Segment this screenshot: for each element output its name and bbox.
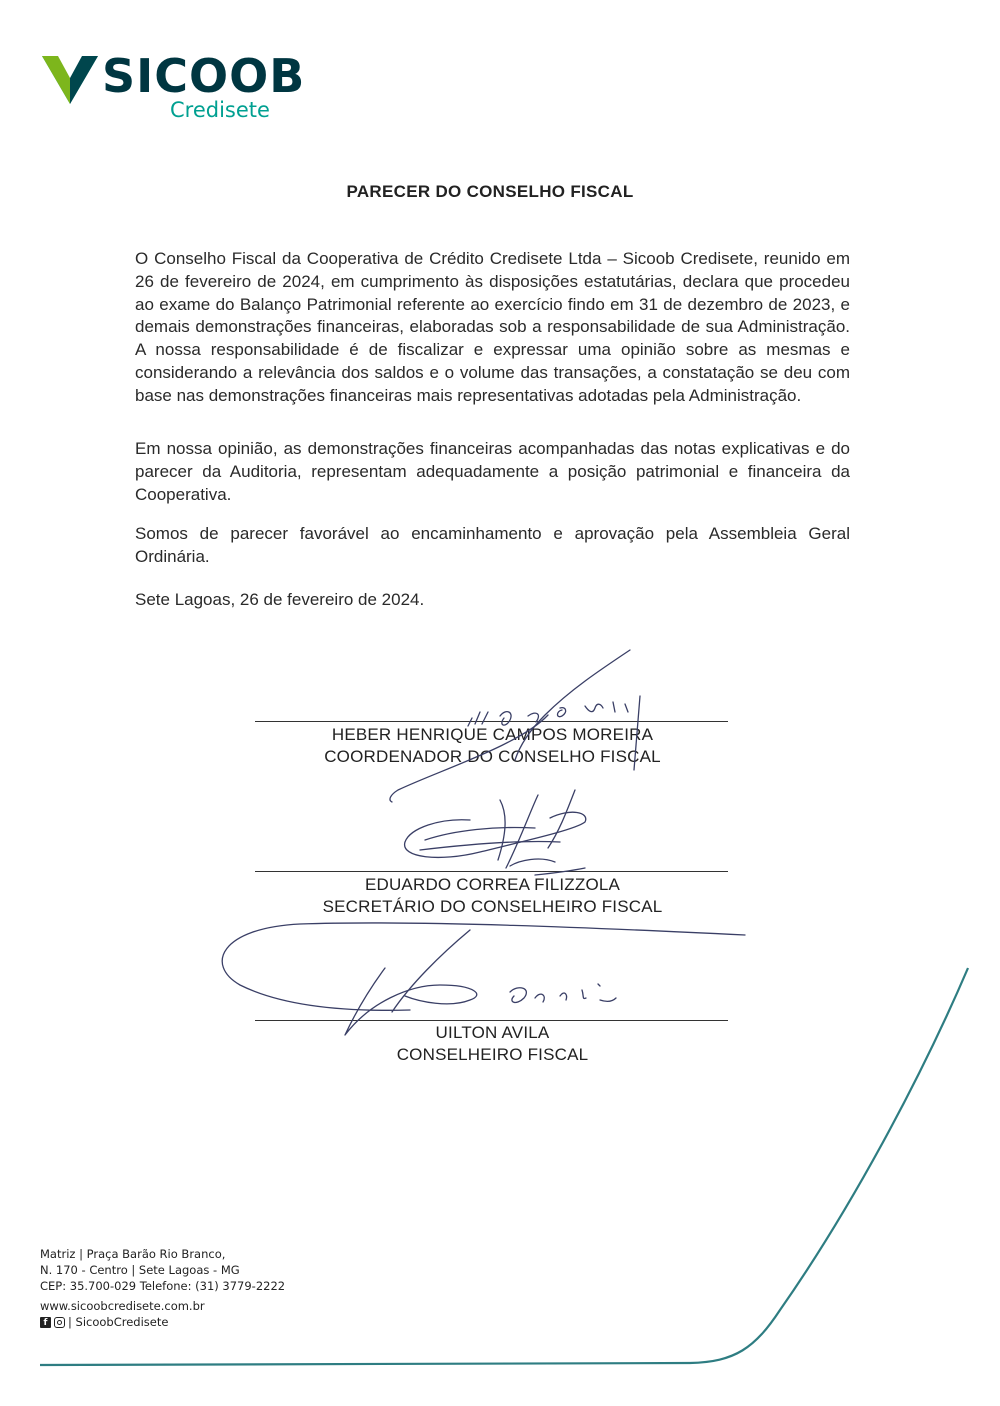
footer-address-line3: CEP: 35.700-029 Telefone: (31) 3779-2222 <box>40 1279 286 1293</box>
footer-address-line1: Matriz | Praça Barão Rio Branco, <box>40 1247 226 1261</box>
footer-social-handle: | SicoobCredisete <box>68 1315 169 1329</box>
instagram-icon <box>54 1317 65 1328</box>
footer-address-line2: N. 170 - Centro | Sete Lagoas - MG <box>40 1263 240 1277</box>
signature-line-1 <box>255 721 728 722</box>
sicoob-logo <box>40 48 306 128</box>
signature-line-2 <box>255 871 728 872</box>
footer-social <box>40 1314 285 1330</box>
signature-line-3 <box>255 1020 728 1021</box>
signatory-2-role: SECRETÁRIO DO CONSELHEIRO FISCAL <box>322 897 663 916</box>
signatory-3-role: CONSELHEIRO FISCAL <box>396 1045 589 1064</box>
place-date: Sete Lagoas, 26 de fevereiro de 2024. <box>135 590 425 609</box>
signatory-3-name: UILTON AVILA <box>435 1023 550 1042</box>
sicoob-logo-mark-icon <box>40 52 100 108</box>
signatory-1-name: HEBER HENRIQUE CAMPOS MOREIRA <box>331 725 654 744</box>
footer-website: www.sicoobcredisete.com.br <box>40 1299 205 1313</box>
paragraph-recommendation: Somos de parecer favorável ao encaminhamento e aprovação pela Assembleia Geral Ordinária. <box>135 524 850 566</box>
signature-2-scribble <box>405 790 586 875</box>
brand-name: SICOOB <box>102 49 306 103</box>
brand-subname: Credisete <box>170 98 270 122</box>
signatory-2-name: EDUARDO CORREA FILIZZOLA <box>364 875 621 894</box>
paragraph-opening: O Conselho Fiscal da Cooperativa de Crédito Credisete Ltda – Sicoob Credisete, reunido em 26 de fevereiro de 2024, em cumprimento às disposições estatutárias, declara que procedeu ao exame do Balanço Patrimonial referente ao exercício findo em 31 de dezembro de 2023, e demais demonstrações financeiras, elaboradas sob a responsabilidade de sua Administração. A nossa responsabilidade é de fiscalizar e expressar uma opinião sobre as mesmas e considerando a relevância dos saldos e o volume das transações, a constatação se deu com base nas demonstrações financeiras mais representativas adotadas pela Administração. <box>135 249 850 405</box>
document-title: PARECER DO CONSELHO FISCAL <box>346 182 634 201</box>
signature-3-scribble <box>222 923 745 1035</box>
paragraph-opinion: Em nossa opinião, as demonstrações financeiras acompanhadas das notas explicativas e do parecer da Auditoria, representam adequadamente a posição patrimonial e financeira da Cooperativa. <box>135 439 850 504</box>
facebook-icon: f <box>40 1317 51 1328</box>
footer <box>40 1246 285 1330</box>
signatory-1-role: COORDENADOR DO CONSELHO FISCAL <box>324 747 661 766</box>
